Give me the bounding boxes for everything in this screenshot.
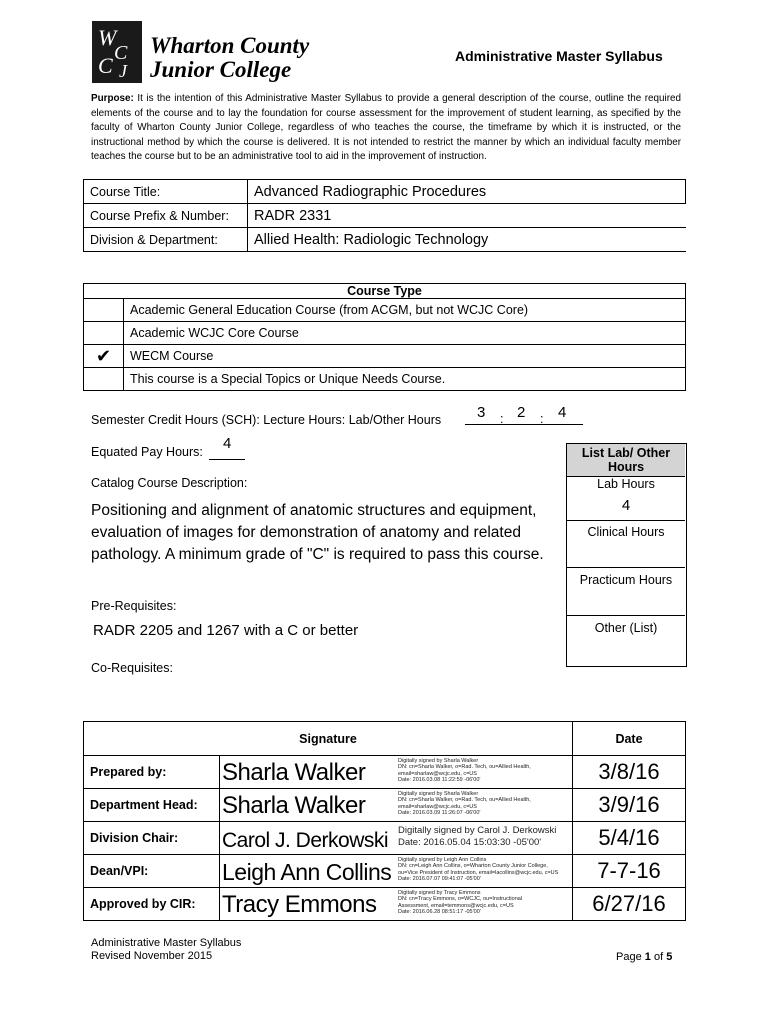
division-value: Allied Health: Radiologic Technology [248,228,686,252]
college-name-line1: Wharton County [150,33,310,58]
digital-signature-line: Digitally signed by Leigh Ann Collins [398,857,487,863]
digital-signature-line: Digitally signed by Tracy Emmons [398,890,481,896]
signature-field[interactable] [220,789,573,822]
course-type-checkbox[interactable] [84,368,124,391]
digital-signature-line: Digitally signed by Sharla Walker [398,791,479,797]
practicum-hours-label: Practicum Hours [579,573,673,587]
signature-row [84,822,686,855]
lecture-hours-value: 2 [517,404,526,421]
signature-role: Division Chair: [84,822,220,855]
signature-row [84,855,686,888]
signature-date: 3/8/16 [573,756,686,789]
sch-separator: : [540,412,544,426]
course-type-label: Academic General Education Course (from ACGM, but not WCJC Core) [124,299,686,322]
signer-name: Carol J. Derkowski [222,829,389,852]
digital-signature-line: ou=Vice President of Instruction, email=lacollins@wcjc.edu, c=US [398,869,559,876]
digital-signature-line: Date: 2016.03.08 11:22:59 -06'00' [398,777,481,784]
digital-signature-line: email=sharlaw@wcjc.edu, c=US [398,770,477,777]
prereq-label: Pre-Requisites: [91,599,177,613]
svg-text:W: W [98,25,117,50]
clinical-hours-label: Clinical Hours [587,525,665,539]
course-type-option [84,299,686,322]
signature-date: 3/9/16 [573,789,686,822]
catalog-label: Catalog Course Description: [91,476,248,490]
equated-pay-underline [209,459,245,460]
division-label: Division & Department: [84,228,248,252]
course-prefix-value: RADR 2331 [248,204,686,228]
course-type-checkbox[interactable] [84,322,124,345]
purpose-text: It is the intention of this Administrative Master Syllabus to provide a general description of the course, outline the required elements of the course and to lay the foundation for course assessment for the improvement of student learning, as specified by the faculty of Wharton County Junior College, regardless of who teaches the course, the timeframe by which it is instructed, or the instructional method by which the course is delivered. It is not intended to restrict the manner by which an individual faculty member teaches the course but to be an administrative tool to aid in the improvement of instruction. [91,93,681,163]
signature-date: 6/27/16 [573,888,686,921]
course-title-value: Advanced Radiographic Procedures [248,180,686,204]
sch-label: Semester Credit Hours (SCH): Lecture Hours: Lab/Other Hours [91,413,442,427]
footer [91,937,241,963]
purpose-paragraph [91,92,681,165]
digital-signature-info [398,758,568,784]
document-title: Administrative Master Syllabus [455,48,663,64]
signature-role: Approved by CIR: [84,888,220,921]
signer-name: Sharla Walker [222,759,366,786]
college-name-line2: Junior College [150,57,292,82]
course-type-header: Course Type [84,284,686,299]
digital-signature-line: Date: 2016.07.07 09:41:07 -05'00' [398,876,481,883]
digital-signature-line: Date: 2016.06.28 08:51:17 -05'00' [398,909,481,916]
signature-role: Prepared by: [84,756,220,789]
footer-line2: Revised November 2015 [91,950,213,962]
course-title-label: Course Title: [84,180,248,204]
course-type-label: Academic WCJC Core Course [124,322,686,345]
digital-signature-line: Assessment, email=temmons@wcjc.edu, c=US [398,902,514,909]
digital-signature-info [398,857,568,883]
course-type-label: WECM Course [124,345,686,368]
course-info-table [83,179,686,252]
equated-pay-label: Equated Pay Hours: [91,445,203,459]
sch-value: 3 [477,404,486,421]
signature-row [84,789,686,822]
signature-date: 5/4/16 [573,822,686,855]
catalog-description: Positioning and alignment of anatomic structures and equipment, evaluation of images for demonstration of anatomy and related pathology. A minimum grade of "C" is required to pass this course. [91,502,544,563]
digital-signature-line: DN: cn=Sharla Walker, o=Rad. Tech, ou=Allied Health, [398,797,531,804]
digital-signature-line: DN: cn=Tracy Emmons, o=WCJC, ou=Instructional [398,896,523,903]
course-prefix-label: Course Prefix & Number: [84,204,248,228]
sch-separator: : [500,412,504,426]
footer-line1: Administrative Master Syllabus [91,937,242,949]
signature-row [84,888,686,921]
other-hours-label: Other (List) [594,621,658,635]
digital-signature-line: email=sharlaw@wcjc.edu, c=US [398,803,477,810]
course-type-option [84,345,686,368]
coreq-label: Co-Requisites: [91,661,173,675]
signature-table [83,721,686,921]
digital-signature-line: DN: cn=Leigh Ann Collins, o=Wharton County Junior College, [398,863,548,870]
signature-field[interactable] [220,756,573,789]
prereq-value: RADR 2205 and 1267 with a C or better [93,622,359,639]
purpose-label: Purpose: [91,93,134,104]
lab-hours-value: 4 [621,497,631,514]
page-of: of [653,951,664,963]
course-type-table [83,283,686,391]
svg-text:J: J [119,61,127,81]
lab-box-divider [567,615,685,616]
page-current: 1 [644,951,651,963]
equated-pay-value: 4 [223,435,232,452]
signer-name: Sharla Walker [222,792,366,819]
course-type-option [84,368,686,391]
course-type-checkbox[interactable] [84,299,124,322]
college-name [150,34,309,82]
signature-field[interactable] [220,888,573,921]
lab-box-divider [567,567,685,568]
digital-signature-info [398,791,568,817]
signature-role: Department Head: [84,789,220,822]
signer-name: Leigh Ann Collins [222,859,392,885]
signature-date: 7-7-16 [573,855,686,888]
signature-field[interactable] [220,855,573,888]
digital-signature-info [398,825,568,849]
page-number [616,951,672,963]
digital-signature-line: Digitally signed by Sharla Walker [398,758,479,764]
digital-signature-line: Date: 2016.03.09 11:26:07 -06'00' [398,810,481,817]
college-logo [92,21,142,83]
signature-role: Dean/VPI: [84,855,220,888]
date-col-header: Date [573,722,686,756]
digital-signature-line: DN: cn=Sharla Walker, o=Rad. Tech, ou=Allied Health, [398,764,531,771]
lab-other-hours-value: 4 [558,404,567,421]
lab-box-divider [567,520,685,521]
digital-signature-line: Date: 2016.05.04 15:03:30 -05'00' [398,837,542,848]
svg-text:C: C [114,42,128,64]
page-total: 5 [666,951,673,963]
svg-text:C: C [98,53,113,78]
digital-signature-line: Digitally signed by Carol J. Derkowski [398,825,557,836]
signer-name: Tracy Emmons [222,891,377,918]
lab-hours-header: List Lab/ Other Hours [567,444,685,477]
division-row [84,228,686,252]
digital-signature-info [398,890,568,916]
lab-hours-label: Lab Hours [597,477,655,491]
course-type-label: This course is a Special Topics or Unique Needs Course. [124,368,686,391]
course-type-option [84,322,686,345]
checkmark-icon[interactable]: ✔ [84,345,124,368]
course-prefix-row [84,204,686,228]
page-prefix: Page [616,951,642,963]
course-title-row [84,180,686,204]
sch-underline [465,424,583,425]
signature-row [84,756,686,789]
signature-field[interactable] [220,822,573,855]
signature-col-header: Signature [84,722,573,756]
